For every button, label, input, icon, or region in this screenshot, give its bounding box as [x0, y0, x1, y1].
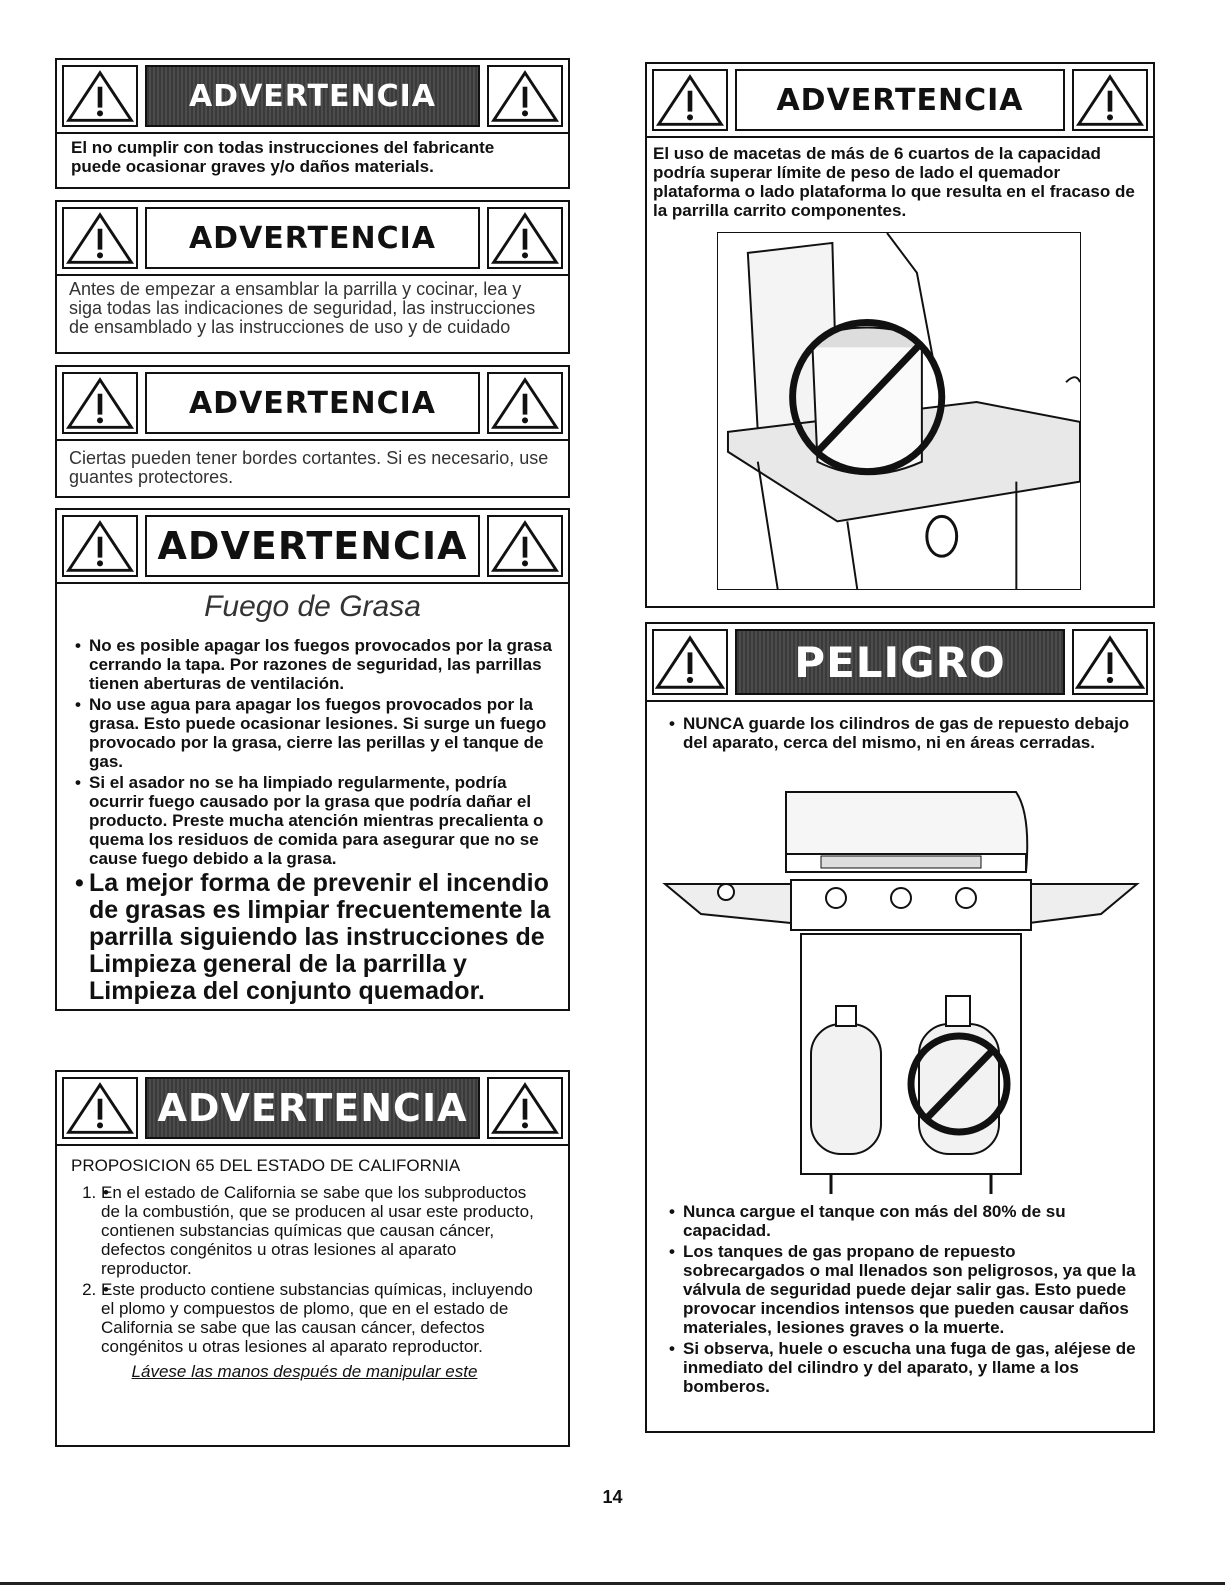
warning-title-band [735, 69, 1065, 131]
warning-header [57, 510, 568, 584]
warning-title-band [145, 515, 480, 577]
warning-title-band [145, 1077, 480, 1139]
page-number: 14 [602, 1487, 623, 1507]
warning-header [57, 202, 568, 276]
list-item: • Los tanques de gas propano de repuesto sobrecargados o mal llenados son peligrosos, ya que la válvula de seguridad puede dejar salir gas. Esto puede provocar incendios intensos que pueden causar daños materiales, lesiones graves o la muerte. [667, 1242, 1139, 1337]
warning-triangle-icon [652, 69, 728, 131]
warning-title-band [145, 65, 480, 127]
warning-triangle-icon [487, 515, 563, 577]
list-item-emphasis: • La mejor forma de prevenir el incendio de grasas es limpiar frecuentemente la parrilla siguiendo las instrucciones de Limpieza general de la parrilla y Limpieza del conjunto quemador. [73, 870, 556, 1005]
prop65-heading: PROPOSICION 65 DEL ESTADO DE CALIFORNIA [71, 1156, 461, 1175]
danger-title: PELIGRO [794, 637, 1006, 687]
warning-box-prop65 [55, 1070, 570, 1447]
danger-title-band [735, 629, 1065, 695]
warning-triangle-icon [62, 515, 138, 577]
warning-box-3 [55, 365, 570, 498]
warning-text: El no cumplir con todas instrucciones del fabricante puede ocasionar graves y/o daños materials. [71, 138, 495, 176]
warning-subtitle: Fuego de Grasa [204, 590, 421, 623]
warning-header [57, 60, 568, 134]
list-item: • Si el asador no se ha limpiado regularmente, podría ocurrir fuego causado por la grasa que podría dañar el producto. Preste mucha atención mientras precalienta o quema los residuos de comida para asegurar que no se cause fuego debido a la grasa. [73, 773, 556, 868]
warning-body [57, 1146, 568, 1381]
warning-title: ADVERTENCIA [157, 1086, 468, 1130]
list-item: • No es posible apagar los fuegos provocados por la grasa cerrando la tapa. Por razones de seguridad, las parrillas tienen aberturas de ventilación. [73, 636, 556, 693]
warning-body [57, 632, 568, 1011]
warning-triangle-icon [1072, 629, 1148, 695]
danger-header [647, 624, 1153, 702]
bullet-list [73, 636, 556, 1005]
warning-triangle-icon [1072, 69, 1148, 131]
pot-on-side-burner-illustration [717, 232, 1081, 590]
warning-text: El uso de macetas de más de 6 cuartos de la capacidad podría superar límite de peso de lado el quemador plataforma o lado plataforma lo que resulta en el fracaso de la parrilla carrito componentes. [653, 144, 1135, 220]
warning-footer: Lávese las manos después de manipular este [131, 1362, 478, 1381]
warning-title: ADVERTENCIA [188, 78, 437, 114]
warning-triangle-icon [62, 372, 138, 434]
list-item: • Si observa, huele o escucha una fuga de gas, aléjese de inmediato del cilindro y del aparato, y llame a los bomberos. [667, 1339, 1139, 1396]
warning-text: Ciertas pueden tener bordes cortantes. Si es necesario, use guantes protectores. [69, 448, 549, 487]
warning-triangle-icon [652, 629, 728, 695]
warning-box-1 [55, 58, 570, 189]
list-item: • 1. En el estado de California se sabe que los subproductos de la combustión, que se producen al usar este producto, contienen substancias químicas que causan cáncer, defectos congénitos u otras lesiones al aparato reproductor. [101, 1183, 538, 1278]
danger-text-top [647, 702, 1153, 752]
warning-header [57, 367, 568, 441]
warning-box-pots [645, 62, 1155, 608]
warning-triangle-icon [62, 65, 138, 127]
warning-title: ADVERTENCIA [776, 82, 1024, 118]
warning-title: ADVERTENCIA [188, 385, 437, 421]
warning-triangle-icon [487, 1077, 563, 1139]
bullet-list [667, 1202, 1139, 1396]
warning-triangle-icon [487, 207, 563, 269]
list-item: • No use agua para apagar los fuegos provocados por la grasa. Esto puede ocasionar lesiones. Si surge un fuego provocado por la grasa, cierre las perillas y el tanque de gas. [73, 695, 556, 771]
numbered-list [71, 1183, 538, 1356]
warning-triangle-icon [62, 1077, 138, 1139]
warning-title-band [145, 372, 480, 434]
warning-title-band [145, 207, 480, 269]
warning-title: ADVERTENCIA [188, 220, 437, 256]
warning-header [647, 64, 1153, 138]
warning-box-2 [55, 200, 570, 354]
grill-tank-storage-illustration [661, 784, 1141, 1204]
warning-box-grease-fire [55, 508, 570, 1011]
list-item: • Nunca cargue el tanque con más del 80% de su capacidad. [667, 1202, 1139, 1240]
list-item: • NUNCA guarde los cilindros de gas de repuesto debajo del aparato, cerca del mismo, ni en áreas cerradas. [667, 714, 1133, 752]
danger-box [645, 622, 1155, 1433]
warning-triangle-icon [487, 372, 563, 434]
warning-text: Antes de empezar a ensamblar la parrilla y cocinar, lea y siga todas las indicaciones de seguridad, las instrucciones de ensamblado y las instrucciones de uso y de cuidado [69, 279, 536, 337]
warning-header [57, 1072, 568, 1146]
bullet-list [667, 714, 1133, 752]
danger-text-bottom [647, 1202, 1153, 1398]
warning-triangle-icon [62, 207, 138, 269]
warning-triangle-icon [487, 65, 563, 127]
warning-title: ADVERTENCIA [157, 524, 468, 568]
list-item: • 2. Este producto contiene substancias químicas, incluyendo el plomo y compuestos de plomo, que en el estado de California se sabe que las causan cáncer, defectos congénitos u otras lesiones al aparato reproductor. [101, 1280, 538, 1356]
